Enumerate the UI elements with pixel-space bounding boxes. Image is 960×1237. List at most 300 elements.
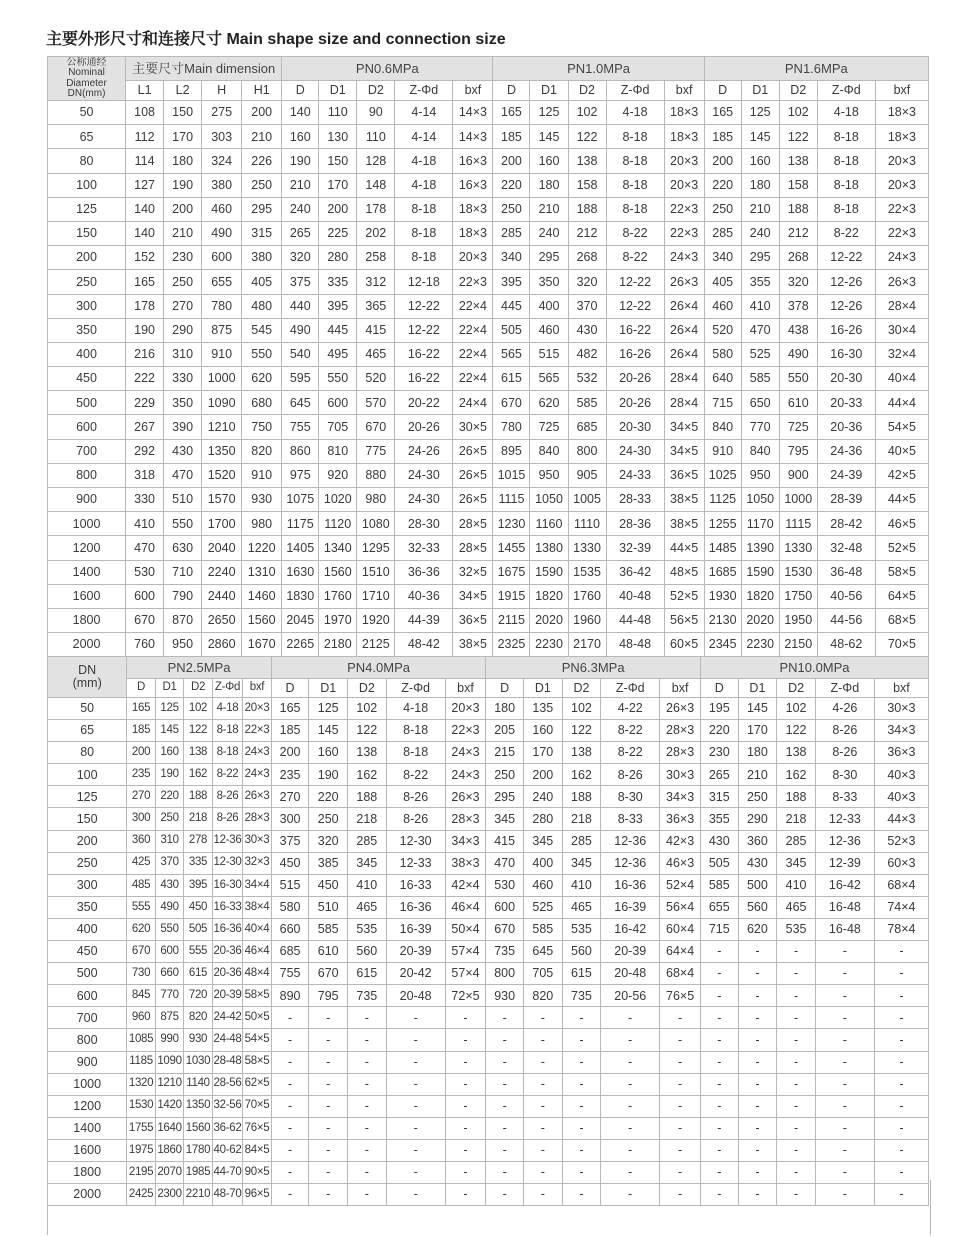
table-cell: 1915 bbox=[493, 584, 530, 608]
table-cell: - bbox=[386, 1117, 445, 1139]
table-cell: 210 bbox=[282, 173, 319, 197]
column-header: D2 bbox=[777, 679, 816, 698]
table-cell: 165 bbox=[493, 101, 530, 125]
table-cell: - bbox=[386, 1007, 445, 1029]
table-cell: 36-36 bbox=[395, 560, 453, 584]
table-cell: 46×3 bbox=[660, 852, 701, 874]
table-cell: 20-48 bbox=[601, 963, 660, 985]
table-cell: - bbox=[738, 1051, 777, 1073]
table-cell: 38×3 bbox=[445, 852, 486, 874]
table-cell: 330 bbox=[126, 488, 164, 512]
table-cell: 125 bbox=[741, 101, 779, 125]
table-cell: 20-39 bbox=[212, 985, 243, 1007]
table-cell: 24×3 bbox=[445, 742, 486, 764]
table-cell: - bbox=[562, 1117, 601, 1139]
column-header: D1 bbox=[523, 679, 562, 698]
table-cell: 1330 bbox=[779, 536, 817, 560]
table-cell: 140 bbox=[126, 197, 164, 221]
table-cell: 345 bbox=[348, 852, 387, 874]
table-cell: - bbox=[523, 1073, 562, 1095]
table-cell: - bbox=[777, 1007, 816, 1029]
table-cell: 52×4 bbox=[660, 874, 701, 896]
table-cell: 54×5 bbox=[875, 415, 928, 439]
table-cell: - bbox=[601, 1117, 660, 1139]
table-cell: 620 bbox=[242, 367, 282, 391]
table-cell: - bbox=[445, 1007, 486, 1029]
dn-cell: 250 bbox=[48, 852, 127, 874]
table-cell: 1310 bbox=[242, 560, 282, 584]
table-cell: 1080 bbox=[357, 512, 395, 536]
table-cell: 8-26 bbox=[212, 786, 243, 808]
table-cell: 22×4 bbox=[453, 318, 493, 342]
table-cell: 650 bbox=[741, 391, 779, 415]
table-cell: 250 bbox=[242, 173, 282, 197]
dn-cell: 2000 bbox=[48, 633, 126, 657]
table-cell: 18×3 bbox=[664, 125, 704, 149]
table-cell: - bbox=[486, 1051, 524, 1073]
table-cell: - bbox=[815, 1117, 874, 1139]
table-cell: 840 bbox=[704, 415, 741, 439]
table-cell: 950 bbox=[741, 463, 779, 487]
table-cell: 48×4 bbox=[243, 963, 272, 985]
column-header: Z-Φd bbox=[815, 679, 874, 698]
table-cell: 550 bbox=[319, 367, 357, 391]
table-row bbox=[48, 197, 929, 221]
table-cell: 125 bbox=[530, 101, 568, 125]
table-cell: - bbox=[562, 1161, 601, 1183]
dn-header-line: (mm) bbox=[72, 676, 102, 690]
table-cell: 218 bbox=[562, 808, 601, 830]
table-cell: - bbox=[309, 1029, 348, 1051]
table-cell: 4-22 bbox=[601, 698, 660, 720]
table-cell: 44×4 bbox=[875, 391, 928, 415]
table-cell: 1760 bbox=[319, 584, 357, 608]
table-cell: 8-22 bbox=[601, 720, 660, 742]
dn-cell: 2000 bbox=[48, 1184, 127, 1206]
table-cell: 335 bbox=[319, 270, 357, 294]
table-cell: 8-30 bbox=[601, 786, 660, 808]
table-cell: 26×3 bbox=[243, 786, 272, 808]
table-cell: 20-36 bbox=[212, 941, 243, 963]
dn-cell: 350 bbox=[48, 318, 126, 342]
table-cell: 2070 bbox=[155, 1161, 183, 1183]
table-cell: 910 bbox=[704, 439, 741, 463]
table-cell: 12-22 bbox=[606, 270, 664, 294]
page-title: 主要外形尺寸和连接尺寸 Main shape size and connection size bbox=[46, 31, 506, 48]
table-cell: 16×3 bbox=[453, 149, 493, 173]
table-cell: 84×5 bbox=[243, 1139, 272, 1161]
table-cell: 24-39 bbox=[817, 463, 875, 487]
table-cell: 57×4 bbox=[445, 963, 486, 985]
table-cell: - bbox=[815, 1139, 874, 1161]
table-cell: 258 bbox=[357, 246, 395, 270]
table-cell: 1760 bbox=[568, 584, 606, 608]
table-cell: 370 bbox=[568, 294, 606, 318]
table-row bbox=[48, 633, 929, 657]
table-cell: 2860 bbox=[202, 633, 242, 657]
table-cell: 1005 bbox=[568, 488, 606, 512]
table-cell: 28-33 bbox=[606, 488, 664, 512]
table-cell: 78×4 bbox=[874, 918, 928, 940]
dn-cell: 900 bbox=[48, 1051, 127, 1073]
table-cell: 150 bbox=[319, 149, 357, 173]
group-header-pn16: PN1.6MPa bbox=[704, 57, 928, 81]
table-cell: 218 bbox=[777, 808, 816, 830]
table-cell: 324 bbox=[202, 149, 242, 173]
table-cell: 705 bbox=[523, 963, 562, 985]
table-cell: 2125 bbox=[357, 633, 395, 657]
dn-cell: 450 bbox=[48, 941, 127, 963]
table-cell: 845 bbox=[127, 985, 155, 1007]
table-cell: 125 bbox=[155, 698, 183, 720]
table-cell: 220 bbox=[700, 720, 738, 742]
table-cell: 30×5 bbox=[453, 415, 493, 439]
table-cell: 28-39 bbox=[817, 488, 875, 512]
table-cell: 14×3 bbox=[453, 125, 493, 149]
table-cell: 8-22 bbox=[601, 742, 660, 764]
dn-header-cell bbox=[48, 657, 127, 698]
table-cell: 535 bbox=[777, 918, 816, 940]
table-cell: 1710 bbox=[357, 584, 395, 608]
table-cell: 16-22 bbox=[395, 367, 453, 391]
table-cell: 122 bbox=[184, 720, 212, 742]
table-cell: 58×5 bbox=[243, 985, 272, 1007]
table-cell: 16-22 bbox=[395, 342, 453, 366]
table-cell: 430 bbox=[164, 439, 202, 463]
table-cell: 16-48 bbox=[815, 918, 874, 940]
table-cell: 44-48 bbox=[606, 608, 664, 632]
table-cell: - bbox=[445, 1095, 486, 1117]
table-cell: - bbox=[486, 1161, 524, 1183]
table-cell: - bbox=[562, 1029, 601, 1051]
table-cell: 910 bbox=[242, 463, 282, 487]
table-cell: - bbox=[445, 1073, 486, 1095]
table-cell: - bbox=[700, 985, 738, 1007]
table-cell: 440 bbox=[282, 294, 319, 318]
table-cell: 145 bbox=[155, 720, 183, 742]
table-cell: 20-30 bbox=[606, 415, 664, 439]
table-cell: 122 bbox=[777, 720, 816, 742]
table-cell: 1630 bbox=[282, 560, 319, 584]
table-cell: 770 bbox=[741, 415, 779, 439]
table-cell: - bbox=[445, 1139, 486, 1161]
table-cell: 160 bbox=[741, 149, 779, 173]
table-cell: 20-39 bbox=[601, 941, 660, 963]
table-cell: 800 bbox=[486, 963, 524, 985]
table-cell: - bbox=[738, 963, 777, 985]
table-cell: 1255 bbox=[704, 512, 741, 536]
table-cell: 8-22 bbox=[606, 246, 664, 270]
table-cell: 990 bbox=[155, 1029, 183, 1051]
table-cell: 212 bbox=[779, 221, 817, 245]
table-cell: - bbox=[700, 1095, 738, 1117]
table-cell: 138 bbox=[184, 742, 212, 764]
dn-cell: 450 bbox=[48, 367, 126, 391]
column-header: L2 bbox=[164, 81, 202, 101]
table-cell: 265 bbox=[700, 764, 738, 786]
table-cell: 230 bbox=[700, 742, 738, 764]
table-cell: 90×5 bbox=[243, 1161, 272, 1183]
table-cell: 1050 bbox=[530, 488, 568, 512]
table-row bbox=[48, 439, 929, 463]
table-cell: - bbox=[660, 1095, 701, 1117]
table-cell: - bbox=[874, 1117, 928, 1139]
table-cell: 190 bbox=[126, 318, 164, 342]
table-cell: 670 bbox=[309, 963, 348, 985]
table-cell: 20-48 bbox=[386, 985, 445, 1007]
table-cell: 210 bbox=[741, 197, 779, 221]
table-cell: 600 bbox=[155, 941, 183, 963]
table-cell: 48-48 bbox=[606, 633, 664, 657]
table-cell: 138 bbox=[562, 742, 601, 764]
table-cell: 28×3 bbox=[660, 742, 701, 764]
table-cell: 44-70 bbox=[212, 1161, 243, 1183]
table-cell: 127 bbox=[126, 173, 164, 197]
table-cell: 585 bbox=[700, 874, 738, 896]
table-cell: 725 bbox=[779, 415, 817, 439]
table-cell: 24-26 bbox=[395, 439, 453, 463]
table-cell: - bbox=[271, 1051, 309, 1073]
table-cell: 34×5 bbox=[453, 584, 493, 608]
table-cell: 480 bbox=[242, 294, 282, 318]
table-cell: 400 bbox=[523, 852, 562, 874]
table-cell: 52×5 bbox=[664, 584, 704, 608]
table-cell: 890 bbox=[271, 985, 309, 1007]
table-cell: - bbox=[386, 1161, 445, 1183]
table-cell: 295 bbox=[741, 246, 779, 270]
table-cell: 1000 bbox=[779, 488, 817, 512]
table-cell: 905 bbox=[568, 463, 606, 487]
table-cell: 430 bbox=[700, 830, 738, 852]
table-cell: 720 bbox=[184, 985, 212, 1007]
table-cell: 685 bbox=[271, 941, 309, 963]
table-row bbox=[48, 246, 929, 270]
table-cell: 34×3 bbox=[445, 830, 486, 852]
table-cell: 68×4 bbox=[874, 874, 928, 896]
table-cell: 162 bbox=[562, 764, 601, 786]
table-cell: - bbox=[271, 1161, 309, 1183]
table-cell: 390 bbox=[164, 415, 202, 439]
table-cell: - bbox=[815, 985, 874, 1007]
table-cell: - bbox=[777, 1184, 816, 1206]
column-header: D2 bbox=[348, 679, 387, 698]
table-cell: 1000 bbox=[202, 367, 242, 391]
table-cell: 32-56 bbox=[212, 1095, 243, 1117]
table-cell: 24-30 bbox=[395, 488, 453, 512]
table-cell: 18×3 bbox=[664, 101, 704, 125]
table-cell: 12-26 bbox=[817, 294, 875, 318]
table-cell: - bbox=[523, 1184, 562, 1206]
table-cell: - bbox=[386, 1029, 445, 1051]
column-header: D1 bbox=[530, 81, 568, 101]
table-cell: - bbox=[348, 1095, 387, 1117]
table-cell: - bbox=[486, 1095, 524, 1117]
table-cell: 2020 bbox=[530, 608, 568, 632]
table-cell: 755 bbox=[271, 963, 309, 985]
table-cell: 188 bbox=[777, 786, 816, 808]
table-cell: 200 bbox=[164, 197, 202, 221]
table-cell: 1320 bbox=[127, 1073, 155, 1095]
group-header-pn100: PN10.0MPa bbox=[700, 657, 928, 679]
table-cell: 2040 bbox=[202, 536, 242, 560]
dn-cell: 125 bbox=[48, 197, 126, 221]
table-cell: 620 bbox=[738, 918, 777, 940]
table-cell: 560 bbox=[562, 941, 601, 963]
table-cell: 8-18 bbox=[817, 173, 875, 197]
table-cell: 525 bbox=[741, 342, 779, 366]
table-cell: 365 bbox=[357, 294, 395, 318]
table-cell: 8-22 bbox=[606, 221, 664, 245]
table-cell: 125 bbox=[309, 698, 348, 720]
table-cell: 18×3 bbox=[875, 125, 928, 149]
table-cell: 30×4 bbox=[875, 318, 928, 342]
table-row bbox=[48, 963, 929, 985]
table-row bbox=[48, 896, 929, 918]
table-cell: 340 bbox=[704, 246, 741, 270]
table-cell: 22×3 bbox=[243, 720, 272, 742]
table-cell: 28×3 bbox=[243, 808, 272, 830]
table-cell: 400 bbox=[530, 294, 568, 318]
table-cell: 355 bbox=[700, 808, 738, 830]
dn-cell: 1400 bbox=[48, 560, 126, 584]
table-cell: 36-62 bbox=[212, 1117, 243, 1139]
table-cell: 8-18 bbox=[395, 197, 453, 221]
table-cell: 16-42 bbox=[815, 874, 874, 896]
table-cell: - bbox=[874, 1139, 928, 1161]
table-cell: 16-33 bbox=[386, 874, 445, 896]
table-cell: 1700 bbox=[202, 512, 242, 536]
table-cell: 2265 bbox=[282, 633, 319, 657]
table-cell: - bbox=[271, 1117, 309, 1139]
table-cell: - bbox=[386, 1051, 445, 1073]
table-cell: 250 bbox=[155, 808, 183, 830]
table-cell: - bbox=[777, 963, 816, 985]
table-cell: 34×3 bbox=[874, 720, 928, 742]
table-cell: 170 bbox=[523, 742, 562, 764]
table-cell: 355 bbox=[741, 270, 779, 294]
table-cell: 60×5 bbox=[664, 633, 704, 657]
table-row bbox=[48, 1117, 929, 1139]
table-cell: 640 bbox=[704, 367, 741, 391]
table-cell: 660 bbox=[271, 918, 309, 940]
table-cell: - bbox=[601, 1051, 660, 1073]
table-cell: 24-33 bbox=[606, 463, 664, 487]
table-cell: 615 bbox=[493, 367, 530, 391]
table-cell: 22×4 bbox=[453, 342, 493, 366]
table-cell: 12-33 bbox=[386, 852, 445, 874]
table-cell: 160 bbox=[282, 125, 319, 149]
table-cell: 8-18 bbox=[606, 173, 664, 197]
table-cell: 28×4 bbox=[664, 391, 704, 415]
table-cell: - bbox=[386, 1073, 445, 1095]
dn-cell: 300 bbox=[48, 874, 127, 896]
table-cell: 8-18 bbox=[386, 720, 445, 742]
table-cell: 210 bbox=[530, 197, 568, 221]
table-cell: 160 bbox=[155, 742, 183, 764]
table-row bbox=[48, 1139, 929, 1161]
table-cell: 178 bbox=[126, 294, 164, 318]
table-cell: 1520 bbox=[202, 463, 242, 487]
table-cell: - bbox=[700, 1117, 738, 1139]
table-cell: 16-36 bbox=[212, 918, 243, 940]
table-cell: 190 bbox=[309, 764, 348, 786]
table-cell: 485 bbox=[127, 874, 155, 896]
table-cell: 930 bbox=[242, 488, 282, 512]
table-row bbox=[48, 367, 929, 391]
table-cell: - bbox=[309, 1051, 348, 1073]
table-cell: - bbox=[874, 941, 928, 963]
table-cell: 20-26 bbox=[395, 415, 453, 439]
table-cell: 1750 bbox=[779, 584, 817, 608]
table-cell: - bbox=[777, 941, 816, 963]
table-cell: 24×3 bbox=[875, 246, 928, 270]
table-row bbox=[48, 270, 929, 294]
table-cell: - bbox=[271, 1007, 309, 1029]
table-cell: 930 bbox=[486, 985, 524, 1007]
column-header: D1 bbox=[319, 81, 357, 101]
table-cell: - bbox=[738, 1184, 777, 1206]
table-cell: 470 bbox=[486, 852, 524, 874]
table-cell: 2440 bbox=[202, 584, 242, 608]
table-cell: 1535 bbox=[568, 560, 606, 584]
table-cell: 56×4 bbox=[660, 896, 701, 918]
table-cell: 1090 bbox=[155, 1051, 183, 1073]
table-cell: 145 bbox=[738, 698, 777, 720]
table-cell: 2210 bbox=[184, 1184, 212, 1206]
dn-header-line: Nominal bbox=[68, 67, 105, 78]
table-cell: 1685 bbox=[704, 560, 741, 584]
table-cell: 270 bbox=[127, 786, 155, 808]
table-cell: - bbox=[660, 1139, 701, 1161]
table-cell: 2230 bbox=[530, 633, 568, 657]
table-cell: 795 bbox=[779, 439, 817, 463]
column-header: Z-Φd bbox=[817, 81, 875, 101]
table-cell: - bbox=[738, 1007, 777, 1029]
column-header: Z-Φd bbox=[601, 679, 660, 698]
table-cell: 460 bbox=[523, 874, 562, 896]
table-cell: 20-33 bbox=[817, 391, 875, 415]
table-cell: 34×3 bbox=[660, 786, 701, 808]
table-cell: 535 bbox=[348, 918, 387, 940]
table-cell: 960 bbox=[127, 1007, 155, 1029]
table-cell: - bbox=[486, 1117, 524, 1139]
table-cell: 20×3 bbox=[445, 698, 486, 720]
table-cell: 26×5 bbox=[453, 488, 493, 512]
table-cell: 158 bbox=[568, 173, 606, 197]
table-cell: 900 bbox=[779, 463, 817, 487]
table-cell: 20-42 bbox=[386, 963, 445, 985]
table-cell: 32×3 bbox=[243, 852, 272, 874]
table-cell: 200 bbox=[493, 149, 530, 173]
table-cell: 70×5 bbox=[243, 1095, 272, 1117]
table-cell: 225 bbox=[319, 221, 357, 245]
table-cell: 26×4 bbox=[664, 294, 704, 318]
column-header: D2 bbox=[779, 81, 817, 101]
table-cell: 600 bbox=[126, 584, 164, 608]
table-cell: 585 bbox=[309, 918, 348, 940]
table-cell: 1675 bbox=[493, 560, 530, 584]
column-header: D1 bbox=[155, 679, 183, 698]
table-cell: 1170 bbox=[741, 512, 779, 536]
table-cell: 1670 bbox=[242, 633, 282, 657]
table-cell: 22×4 bbox=[453, 367, 493, 391]
table-cell: 975 bbox=[282, 463, 319, 487]
table-cell: 8-22 bbox=[212, 764, 243, 786]
table-cell: 615 bbox=[562, 963, 601, 985]
table-cell: 12-22 bbox=[817, 246, 875, 270]
table-cell: 68×4 bbox=[660, 963, 701, 985]
table-cell: - bbox=[562, 1139, 601, 1161]
